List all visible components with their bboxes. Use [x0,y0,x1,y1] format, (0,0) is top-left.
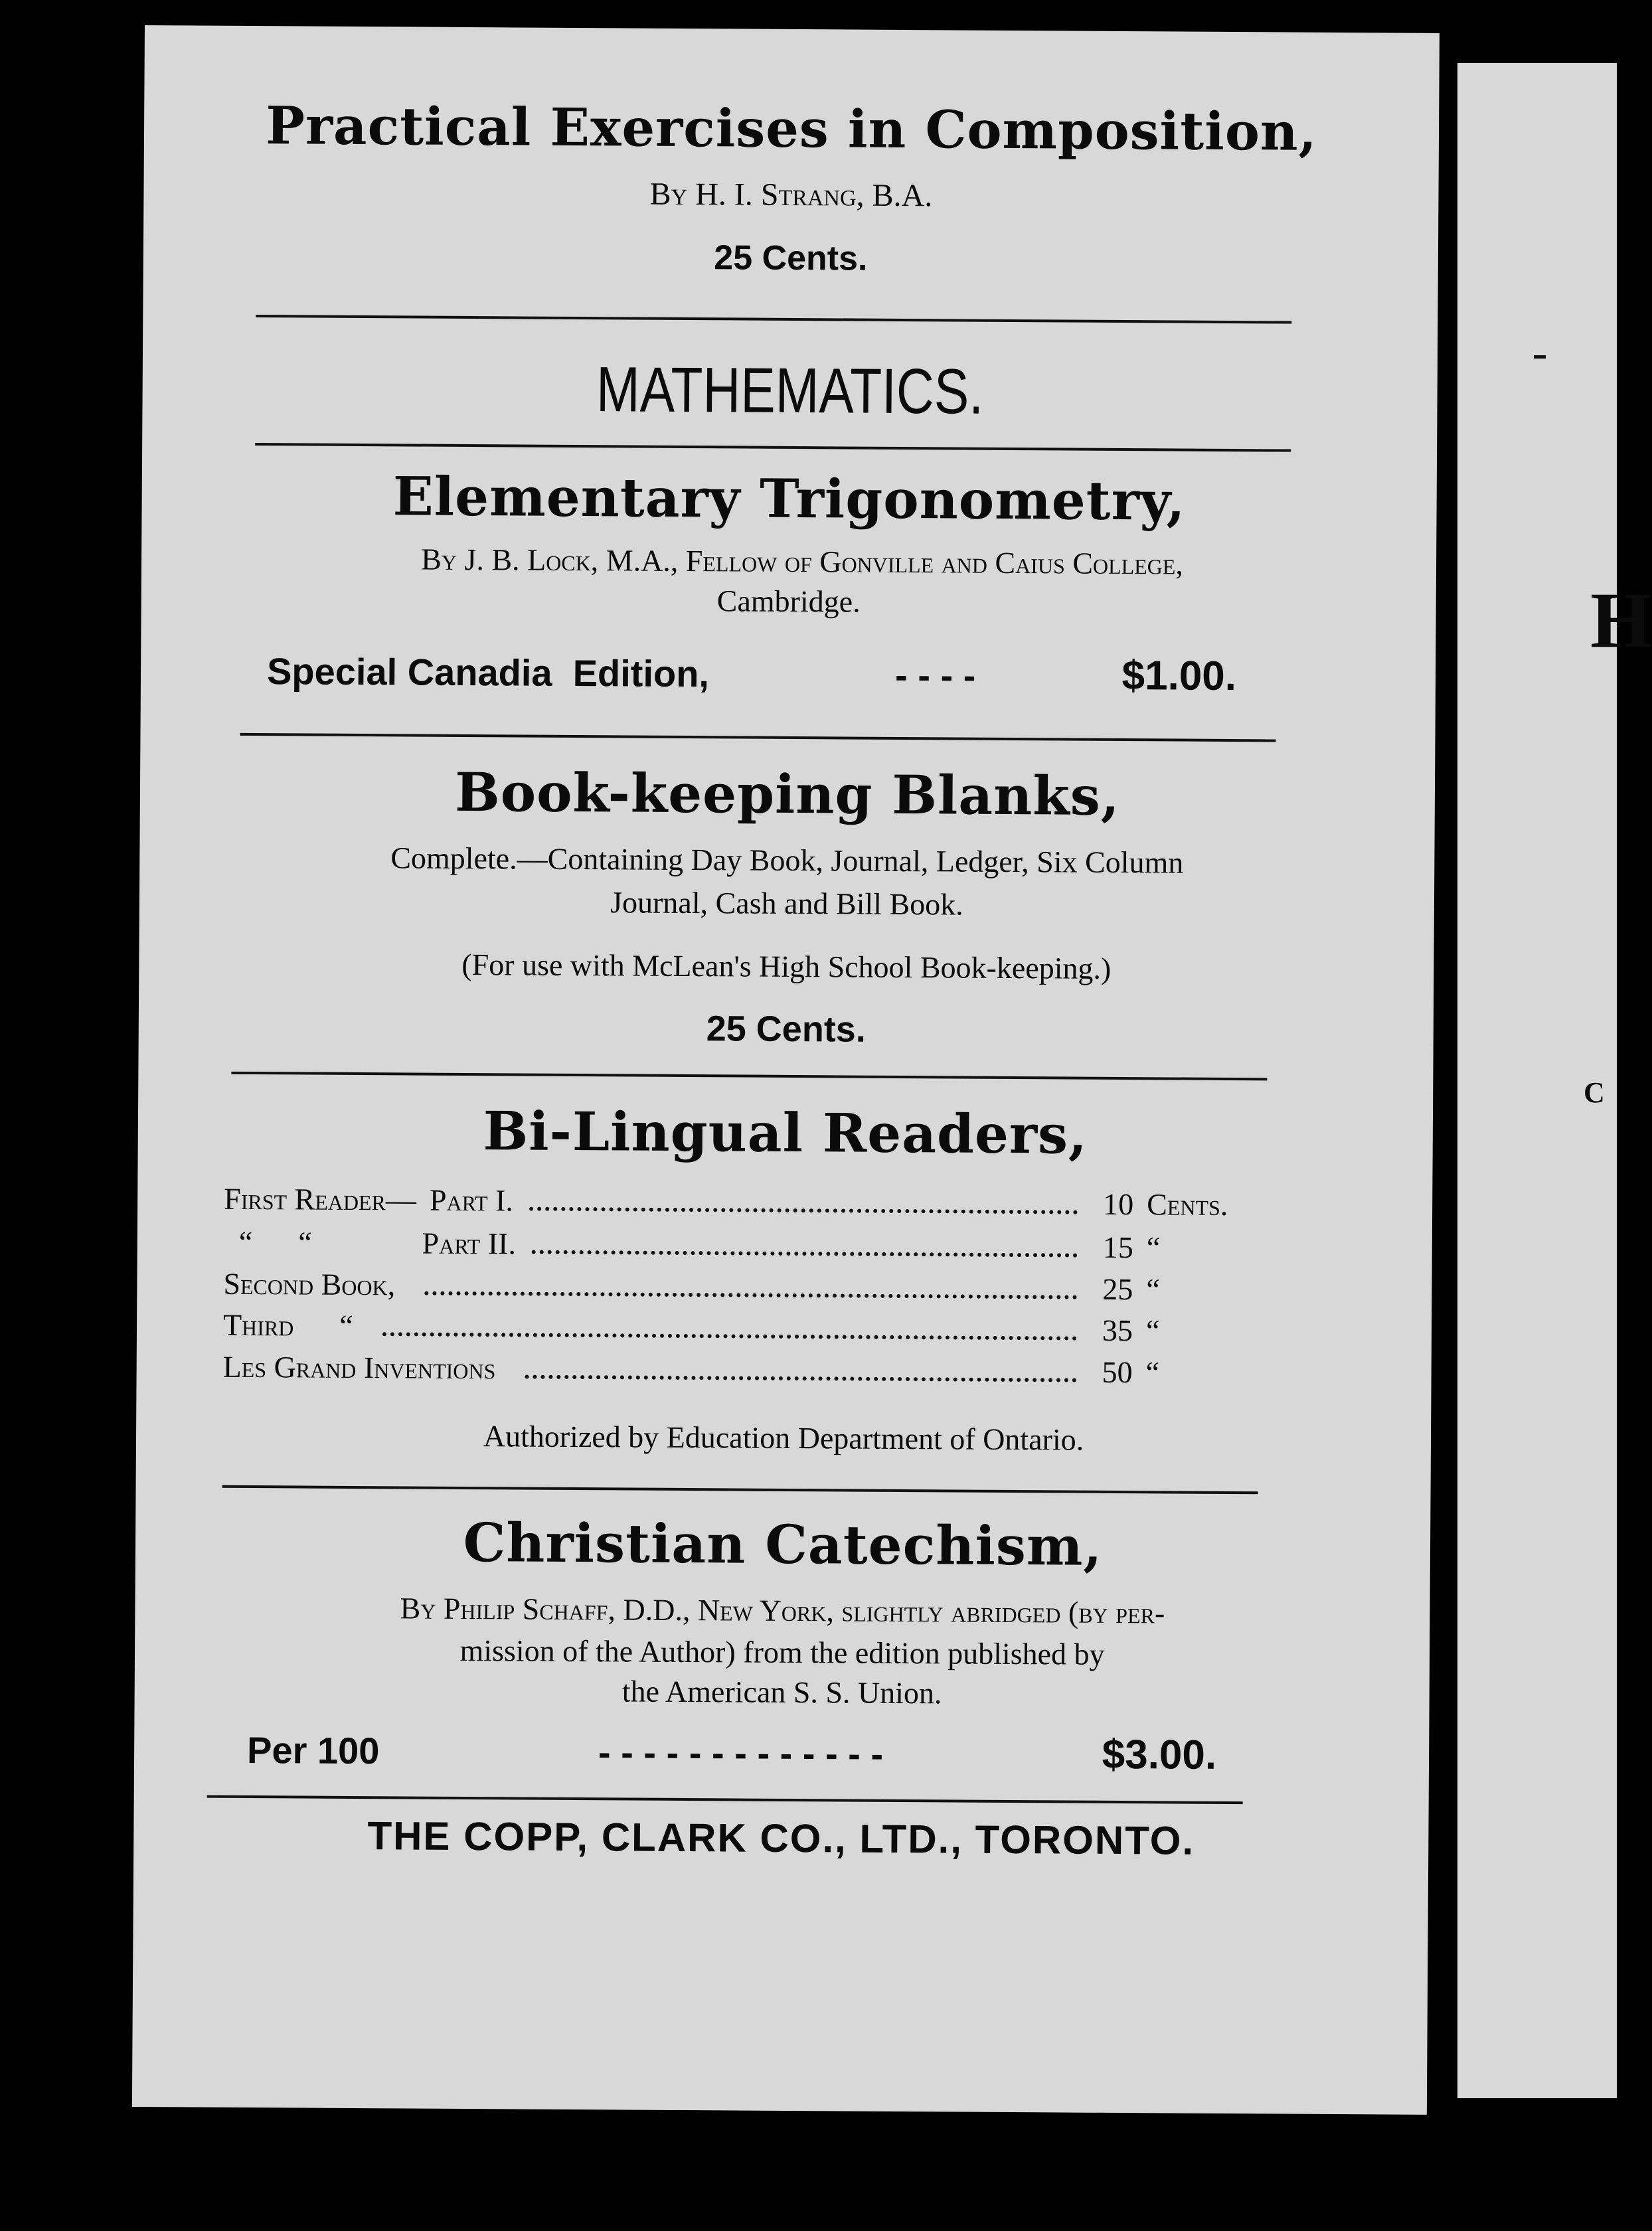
trig-price-line [267,647,1236,700]
reader-name: Third “ [222,1307,353,1343]
reader-price: 10 [1103,1187,1134,1222]
divider-6 [207,1795,1243,1805]
bilingual-authorized: Authorized by Education Department of Ontario. [483,1419,1084,1457]
reader-name: Second Book, [223,1266,396,1302]
bookkeeping-desc-line1: Complete.—Containing Day Book, Journal, Ledger, Six Column [390,841,1184,880]
right-page-fragment-small: C [1584,1076,1605,1109]
trig-price: $1.00. [1121,653,1237,700]
reader-part: Part II. [422,1226,517,1261]
left-page [132,25,1440,2115]
divider-4 [231,1072,1267,1081]
reader-name: Les Grand Inventions [222,1349,496,1386]
practical-price: 25 Cents. [714,238,868,278]
bookkeeping-note: (For use with McLean's High School Book-keeping.) [461,947,1112,985]
reader-price: 15 [1102,1230,1133,1265]
catechism-line1: By Philip Schaff, D.D., New York, slightly abridged (by per- [400,1591,1165,1630]
divider-3 [240,733,1276,742]
reader-unit: “ [1145,1355,1160,1390]
catechism-line3: the American S. S. Union. [621,1674,942,1710]
reader-row [224,1181,1246,1230]
catechism-per: Per 100 [246,1728,380,1772]
reader-price: 25 [1102,1272,1133,1307]
divider-1 [256,315,1291,324]
right-page-fragment-large: H [1590,576,1652,664]
catechism-price: $3.00. [1102,1731,1217,1778]
catechism-title: Christian Catechism, [463,1511,1103,1578]
reader-price: 50 [1102,1355,1133,1390]
trig-author-line2: Cambridge. [716,584,861,619]
leader-dots [525,1362,1076,1382]
trig-author-line1: By J. B. Lock, M.A., Fellow of Gonville and Caius College, [421,542,1184,581]
reader-price: 35 [1102,1313,1133,1348]
trig-title: Elementary Trigonometry, [392,465,1186,533]
bookkeeping-price: 25 Cents. [706,1009,867,1050]
bilingual-title: Bi-Lingual Readers, [483,1100,1088,1166]
reader-unit: “ [1146,1272,1160,1307]
leader-dots [529,1194,1078,1214]
publisher-imprint: THE COPP, CLARK CO., LTD., TORONTO. [367,1813,1195,1863]
right-page-edge [1457,63,1652,2098]
reader-name: First Reader— [224,1181,417,1217]
divider-2 [255,443,1291,452]
practical-title: Practical Exercises in Composition, [266,96,1318,163]
leader-dots [382,1319,1077,1340]
reader-part: Part I. [429,1183,514,1218]
leader-dots [424,1278,1077,1299]
catechism-line2: mission of the Author) from the edition published by [459,1633,1105,1671]
dash-mark [1534,355,1546,359]
catechism-dashes: - - - - - - - - - - - - - [598,1731,884,1775]
mathematics-heading: MATHEMATICS. [596,354,984,428]
reader-row [223,1266,1246,1315]
reader-unit: Cents. [1147,1187,1228,1222]
reader-row [224,1224,1246,1273]
leader-dots [532,1237,1078,1258]
divider-5 [222,1485,1258,1495]
catechism-price-line [247,1726,1216,1779]
trig-dashes: - - - - [894,653,976,697]
reader-unit: “ [1146,1230,1161,1265]
reader-row [222,1349,1245,1398]
bookkeeping-title: Book-keeping Blanks, [454,760,1121,827]
reader-row [223,1307,1246,1356]
reader-name: “ “ [223,1224,343,1260]
practical-author: By H. I. Strang, B.A. [649,176,933,214]
trig-edition: Special Canadia Edition, [266,650,710,695]
bookkeeping-desc-line2: Journal, Cash and Bill Book. [610,885,963,922]
reader-unit: “ [1145,1313,1160,1348]
